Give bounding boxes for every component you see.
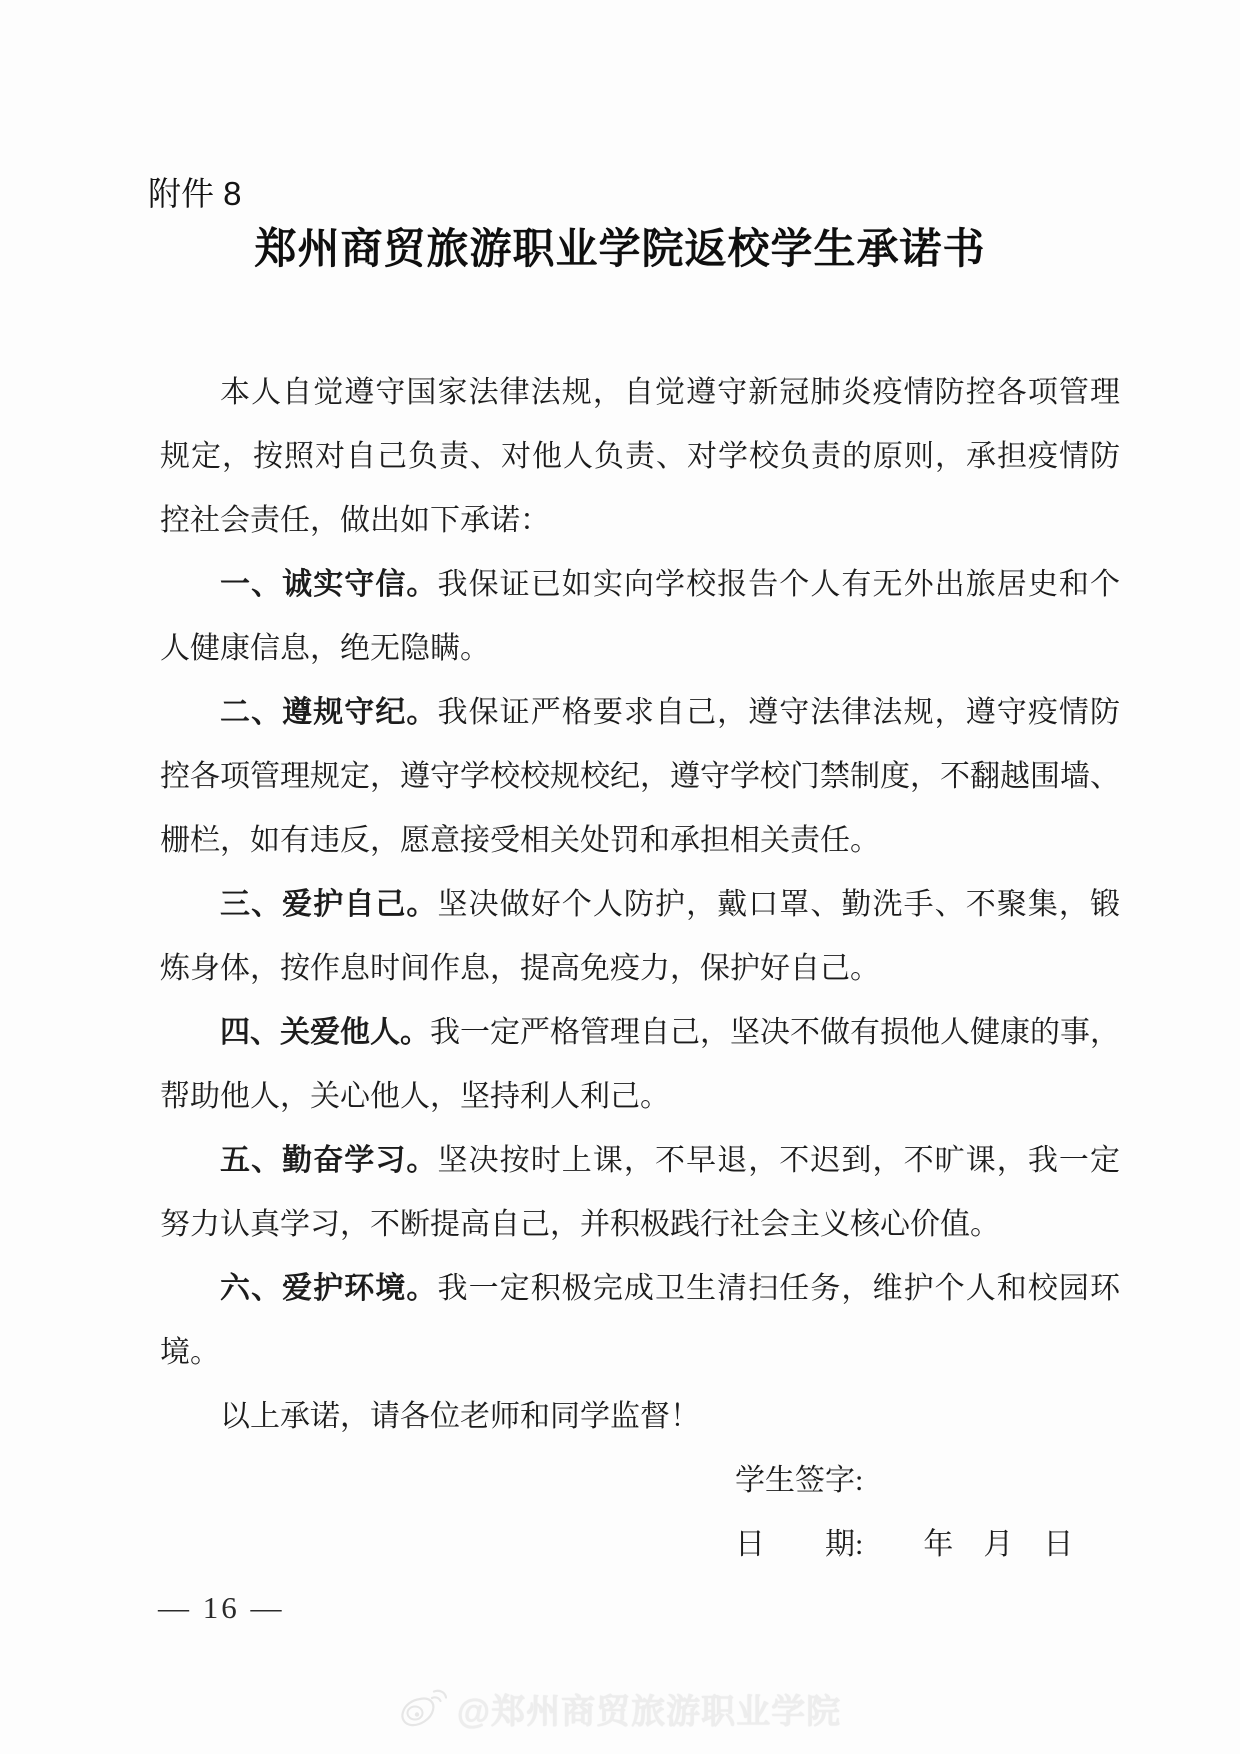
document-body <box>160 361 1120 1577</box>
body-line <box>160 489 1120 553</box>
student-signature-label: 学生签字: <box>735 1464 864 1497</box>
line-text: 我保证严格要求自己，遵守法律法规，遵守疫情防 <box>437 696 1120 729</box>
clause-lead: 三、爱护自己。 <box>220 888 438 921</box>
line-text: 帮助他人，关心他人，坚持利人利己。 <box>160 1080 670 1113</box>
line-text: 我保证已如实向学校报告个人有无外出旅居史和个 <box>437 568 1120 601</box>
clause-lead: 四、关爱他人。 <box>220 1016 430 1049</box>
line-text: 控社会责任，做出如下承诺： <box>160 504 550 537</box>
watermark <box>0 1684 1240 1733</box>
weibo-icon <box>399 1686 447 1732</box>
clause-lead: 二、遵规守纪。 <box>220 696 438 729</box>
body-line <box>160 1321 1120 1385</box>
attachment-label: 附件 8 <box>148 175 242 212</box>
clause-lead: 五、勤奋学习。 <box>220 1144 438 1177</box>
body-line <box>160 361 1120 425</box>
body-line <box>160 1257 1120 1321</box>
body-line <box>160 937 1120 1001</box>
line-text: 坚决按时上课，不早退，不迟到，不旷课，我一定 <box>437 1144 1120 1177</box>
body-line <box>160 873 1120 937</box>
line-text: 我一定严格管理自己，坚决不做有损他人健康的事， <box>430 1016 1120 1049</box>
page-number: — 16 — <box>158 1590 285 1625</box>
line-text: 规定，按照对自己负责、对他人负责、对学校负责的原则，承担疫情防 <box>160 440 1120 473</box>
line-text: 本人自觉遵守国家法律法规，自觉遵守新冠肺炎疫情防控各项管理 <box>220 376 1120 409</box>
line-text: 炼身体，按作息时间作息，提高免疫力，保护好自己。 <box>160 952 880 985</box>
clause-lead: 一、诚实守信。 <box>220 568 438 601</box>
body-line <box>160 1129 1120 1193</box>
line-text: 以上承诺，请各位老师和同学监督！ <box>220 1400 700 1433</box>
body-line <box>160 1065 1120 1129</box>
body-line <box>160 1001 1120 1065</box>
body-line <box>160 681 1120 745</box>
line-text: 境。 <box>160 1336 220 1369</box>
line-text: 人健康信息，绝无隐瞒。 <box>160 632 490 665</box>
line-text: 控各项管理规定，遵守学校校规校纪，遵守学校门禁制度，不翻越围墙、 <box>160 760 1120 793</box>
line-text: 努力认真学习，不断提高自己，并积极践行社会主义核心价值。 <box>160 1208 1000 1241</box>
body-line <box>160 1385 1120 1449</box>
body-line <box>160 617 1120 681</box>
line-text: 坚决做好个人防护，戴口罩、勤洗手、不聚集，锻 <box>437 888 1120 921</box>
line-text: 我一定积极完成卫生清扫任务，维护个人和校园环 <box>437 1272 1120 1305</box>
date-label: 日 期: 年 月 日 <box>735 1528 1074 1561</box>
page-title: 郑州商贸旅游职业学院返校学生承诺书 <box>254 227 986 273</box>
body-line <box>160 745 1120 809</box>
body-line <box>160 1193 1120 1257</box>
watermark-text: @郑州商贸旅游职业学院 <box>456 1693 842 1731</box>
clause-lead: 六、爱护环境。 <box>220 1272 438 1305</box>
body-line <box>160 553 1120 617</box>
body-line <box>160 809 1120 873</box>
body-line <box>160 425 1120 489</box>
line-text: 栅栏，如有违反，愿意接受相关处罚和承担相关责任。 <box>160 824 880 857</box>
